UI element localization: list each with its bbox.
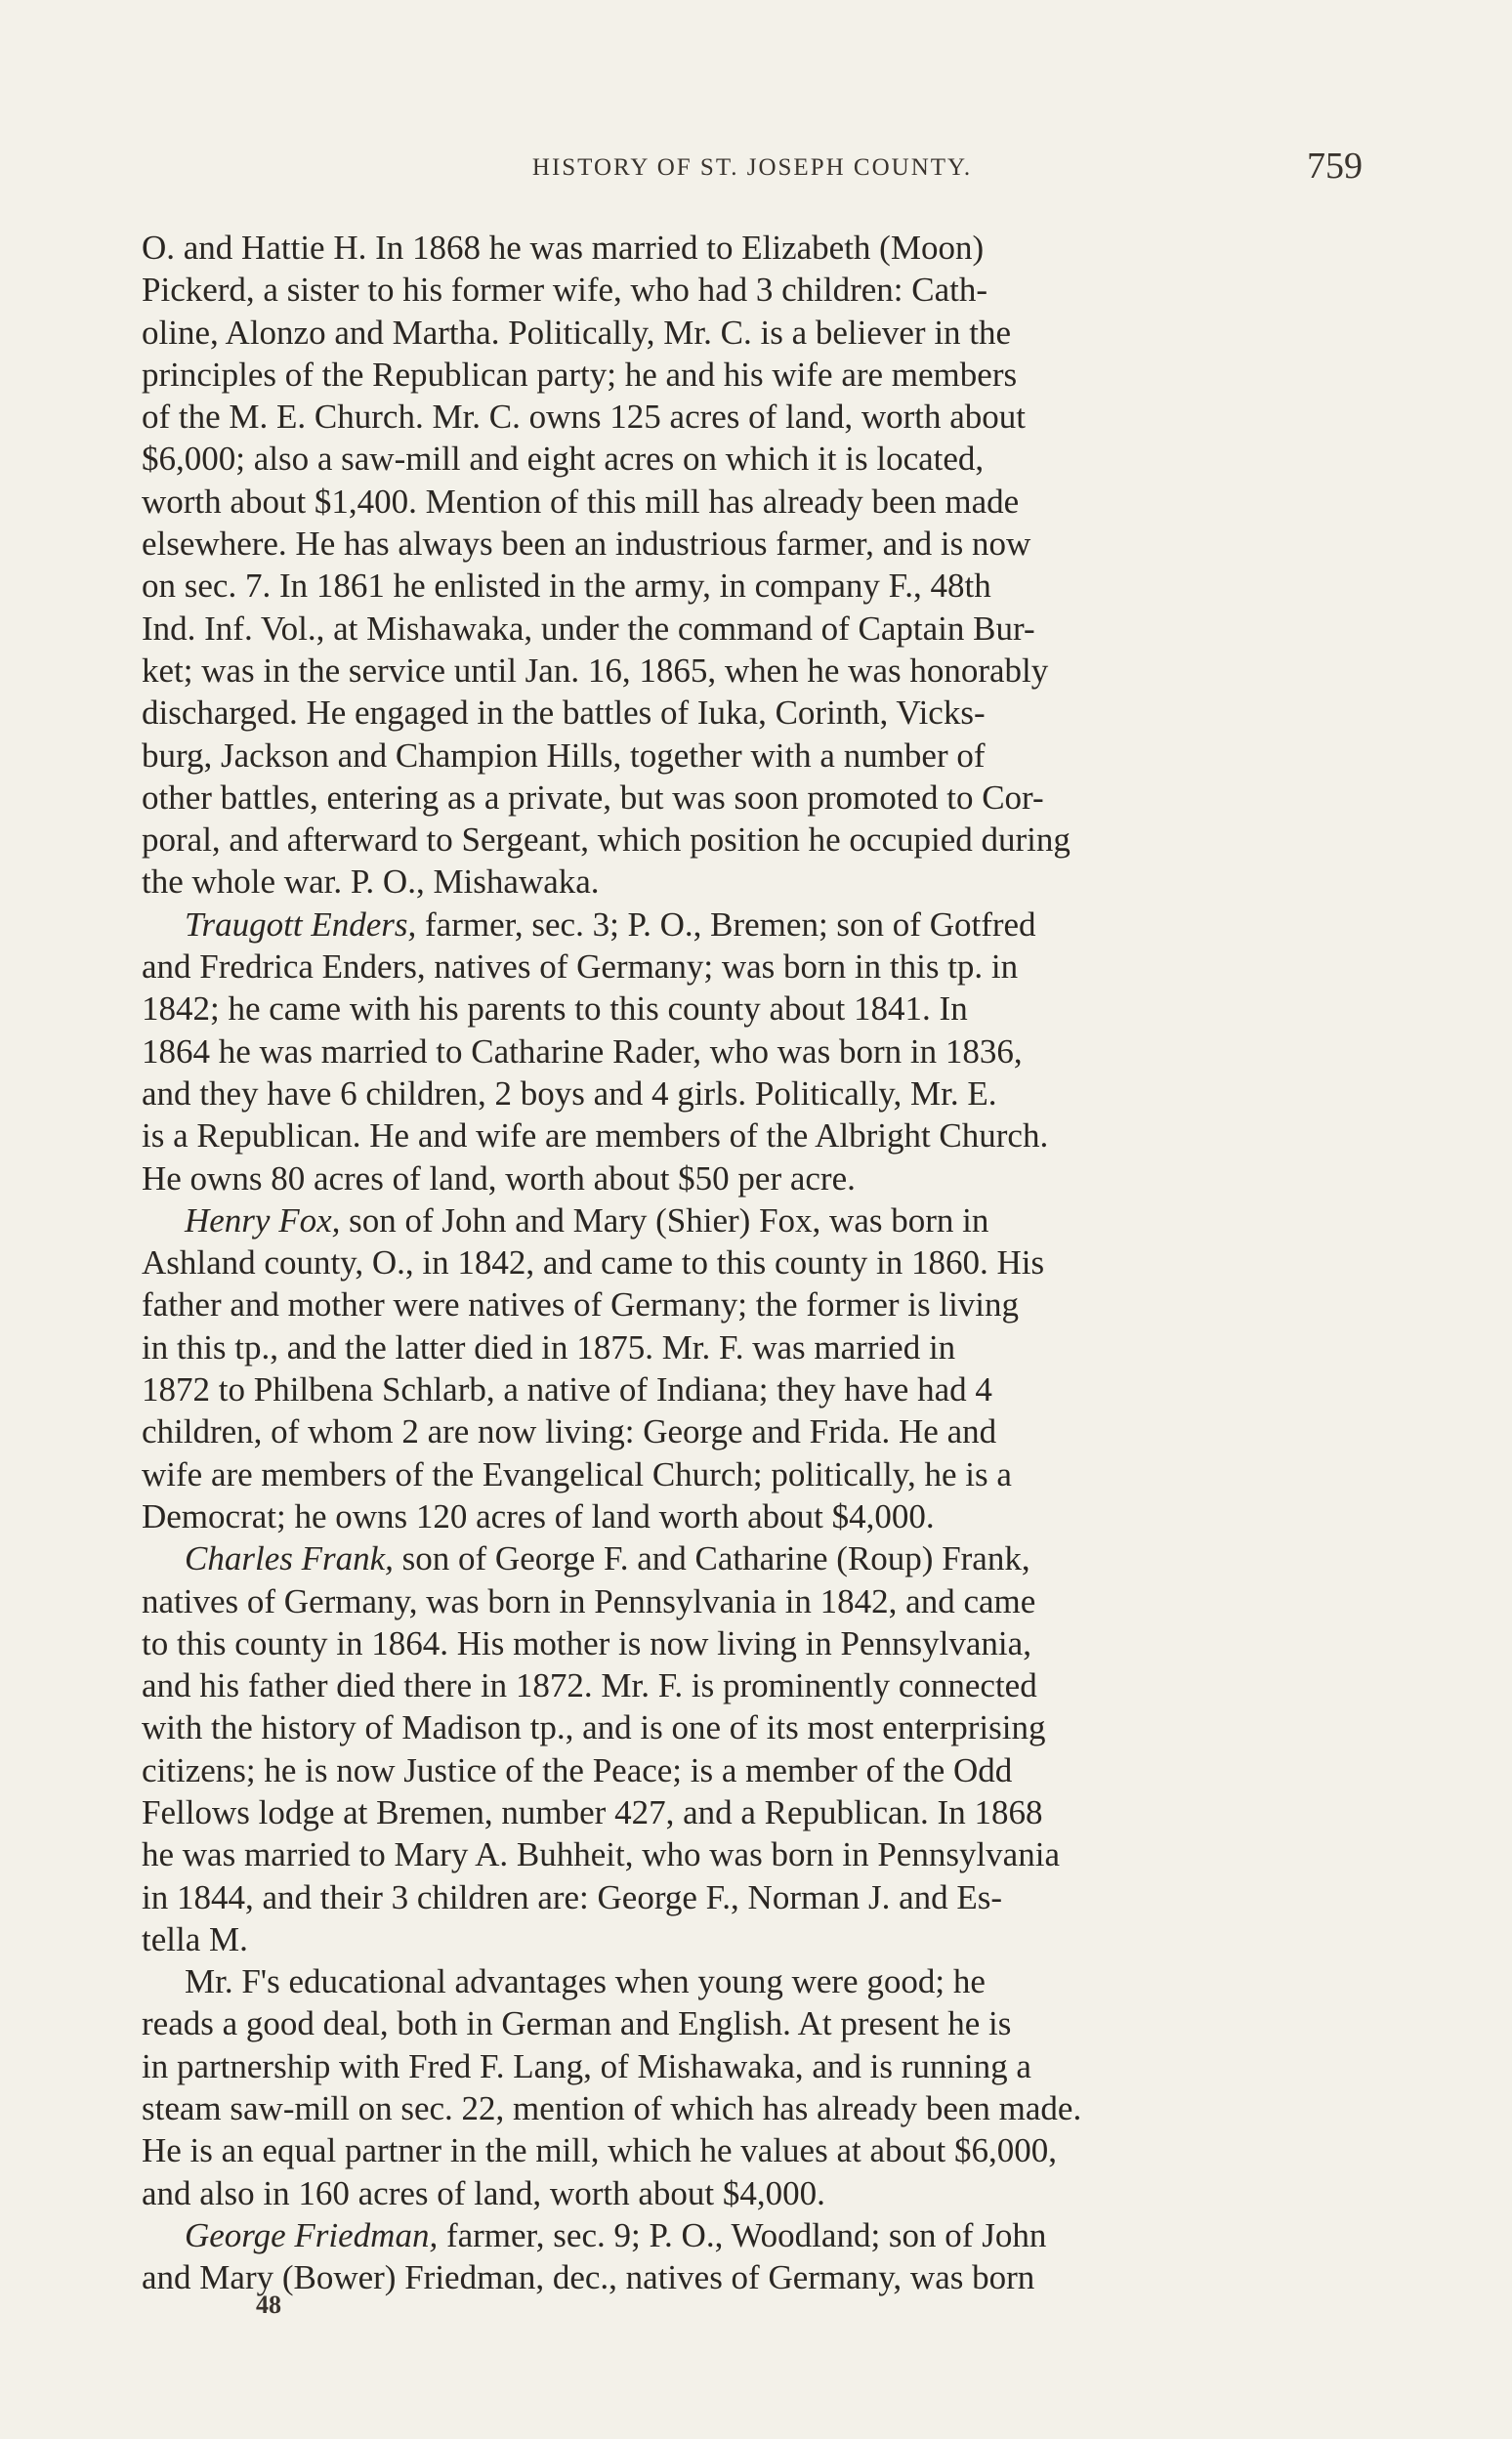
- text-line: [142, 861, 1363, 903]
- text-line: [142, 777, 1363, 819]
- line-text: Ashland county, O., in 1842, and came to this county in 1860. His: [142, 1243, 1045, 1283]
- text-line: [142, 269, 1363, 311]
- line-text: and his father died there in 1872. Mr. F. is prominently connected: [142, 1666, 1037, 1705]
- text-line: [142, 1580, 1363, 1622]
- line-text: son of John and Mary (Shier) Fox, was born in: [340, 1200, 989, 1240]
- text-line: [142, 988, 1363, 1030]
- text-line: [142, 2172, 1363, 2214]
- paragraph: [142, 904, 1363, 1199]
- paragraph: [142, 1960, 1363, 2214]
- text-line: [142, 227, 1363, 269]
- text-line: [142, 1453, 1363, 1495]
- line-text: Ind. Inf. Vol., at Mishawaka, under the command of Captain Bur-: [142, 609, 1035, 648]
- line-text: on sec. 7. In 1861 he enlisted in the army, in company F., 48th: [142, 567, 991, 606]
- text-line: [142, 312, 1363, 354]
- line-text: farmer, sec. 3; P. O., Bremen; son of Gotfred: [416, 904, 1036, 944]
- text-line: [142, 1410, 1363, 1452]
- text-line: [142, 2129, 1363, 2171]
- text-line: [142, 692, 1363, 734]
- line-text: other battles, entering as a private, but was soon promoted to Cor-: [142, 778, 1044, 817]
- text-line: [142, 1326, 1363, 1368]
- text-line: [142, 608, 1363, 650]
- text-line: [142, 1706, 1363, 1748]
- paragraph: [142, 1199, 1363, 1537]
- paragraph: [142, 1537, 1363, 1960]
- text-line: [142, 650, 1363, 692]
- text-line: [142, 1283, 1363, 1325]
- line-text: he was married to Mary A. Buhheit, who was born in Pennsylvania: [142, 1835, 1060, 1874]
- line-text: ket; was in the service until Jan. 16, 1865, when he was honorably: [142, 651, 1049, 690]
- line-text: farmer, sec. 9; P. O., Woodland; son of John: [438, 2215, 1047, 2254]
- body-text: [142, 227, 1363, 2299]
- line-text: and Fredrica Enders, natives of Germany; was born in this tp. in: [142, 947, 1019, 987]
- line-text: father and mother were natives of Germany; the former is living: [142, 1285, 1020, 1325]
- line-text: natives of Germany, was born in Pennsylvania in 1842, and came: [142, 1581, 1036, 1620]
- line-text: discharged. He engaged in the battles of Iuka, Corinth, Vicks-: [142, 694, 986, 733]
- line-text: elsewhere. He has always been an industrious farmer, and is now: [142, 525, 1031, 564]
- line-text: is a Republican. He and wife are members of the Albright Church.: [142, 1116, 1049, 1156]
- text-line: [142, 1030, 1363, 1072]
- line-text: citizens; he is now Justice of the Peace; is a member of the Odd: [142, 1750, 1013, 1789]
- line-text: tella M.: [142, 1919, 248, 1958]
- text-line: [142, 735, 1363, 777]
- line-text: Pickerd, a sister to his former wife, who had 3 children: Cath-: [142, 271, 988, 310]
- text-line: [142, 1622, 1363, 1664]
- text-line: [142, 1072, 1363, 1114]
- line-text: wife are members of the Evangelical Church; politically, he is a: [142, 1454, 1012, 1493]
- line-text: steam saw-mill on sec. 22, mention of which has already been made.: [142, 2089, 1082, 2128]
- text-line: [142, 565, 1363, 607]
- line-text: 1864 he was married to Catharine Rader, who was born in 1836,: [142, 1031, 1023, 1071]
- text-line: [142, 2214, 1363, 2256]
- text-line: [142, 354, 1363, 396]
- line-text: in 1844, and their 3 children are: George F., Norman J. and Es-: [142, 1877, 1003, 1916]
- text-line: [142, 1791, 1363, 1833]
- text-line: [142, 1157, 1363, 1199]
- line-text: reads a good deal, both in German and English. At present he is: [142, 2004, 1012, 2043]
- line-text: and they have 6 children, 2 boys and 4 girls. Politically, Mr. E.: [142, 1073, 997, 1113]
- text-line: [142, 1960, 1363, 2002]
- running-head: [142, 145, 1363, 193]
- text-line: [142, 1918, 1363, 1960]
- entry-name: Henry Fox,: [185, 1200, 341, 1240]
- running-title: HISTORY OF ST. JOSEPH COUNTY.: [531, 154, 973, 181]
- signature-mark: 48: [256, 2291, 281, 2319]
- text-line: [142, 1199, 1363, 1241]
- text-line: [142, 1368, 1363, 1410]
- text-line: [142, 2045, 1363, 2087]
- line-text: to this county in 1864. His mother is now living in Pennsylvania,: [142, 1623, 1031, 1662]
- line-text: oline, Alonzo and Martha. Politically, Mr. C. is a believer in the: [142, 313, 1012, 352]
- text-line: [142, 1537, 1363, 1579]
- line-text: O. and Hattie H. In 1868 he was married to Elizabeth (Moon): [142, 229, 985, 267]
- line-text: poral, and afterward to Sergeant, which position he occupied during: [142, 820, 1071, 860]
- text-line: [142, 2256, 1363, 2298]
- line-text: with the history of Madison tp., and is one of its most enterprising: [142, 1708, 1046, 1747]
- line-text: of the M. E. Church. Mr. C. owns 125 acres of land, worth about: [142, 398, 1026, 437]
- line-text: 1842; he came with his parents to this county about 1841. In: [142, 989, 968, 1029]
- text-line: [142, 481, 1363, 523]
- line-text: $6,000; also a saw-mill and eight acres on which it is located,: [142, 440, 985, 479]
- paragraph: [142, 2214, 1363, 2299]
- text-line: [142, 1664, 1363, 1706]
- text-line: [142, 1241, 1363, 1283]
- entry-name: George Friedman,: [185, 2215, 439, 2254]
- line-text: son of George F. and Catharine (Roup) Frank,: [393, 1539, 1030, 1578]
- text-line: [142, 1876, 1363, 1918]
- line-text: He is an equal partner in the mill, which he values at about $6,000,: [142, 2131, 1057, 2170]
- line-text: and Mary (Bower) Friedman, dec., natives of Germany, was born: [142, 2258, 1035, 2297]
- line-text: in partnership with Fred F. Lang, of Mishawaka, and is running a: [142, 2046, 1031, 2085]
- text-line: [142, 2002, 1363, 2044]
- line-text: Mr. F's educational advantages when young were good; he: [185, 1962, 986, 2001]
- text-line: [142, 438, 1363, 480]
- text-line: [142, 819, 1363, 861]
- line-text: He owns 80 acres of land, worth about $50 per acre.: [142, 1158, 856, 1198]
- text-line: [142, 1749, 1363, 1791]
- line-text: Democrat; he owns 120 acres of land worth about $4,000.: [142, 1496, 935, 1535]
- line-text: and also in 160 acres of land, worth about $4,000.: [142, 2173, 825, 2212]
- page-number: 759: [1307, 146, 1363, 187]
- text-line: [142, 1495, 1363, 1537]
- line-text: the whole war. P. O., Mishawaka.: [142, 862, 600, 902]
- line-text: in this tp., and the latter died in 1875. Mr. F. was married in: [142, 1327, 956, 1367]
- entry-name: Traugott Enders,: [185, 904, 417, 944]
- entry-name: Charles Frank,: [185, 1539, 394, 1578]
- paragraph: [142, 227, 1363, 904]
- text-line: [142, 2087, 1363, 2129]
- line-text: burg, Jackson and Champion Hills, together with a number of: [142, 736, 986, 775]
- line-text: children, of whom 2 are now living: George and Frida. He and: [142, 1412, 997, 1451]
- text-line: [142, 946, 1363, 988]
- line-text: principles of the Republican party; he and his wife are members: [142, 355, 1018, 394]
- text-line: [142, 396, 1363, 438]
- line-text: 1872 to Philbena Schlarb, a native of Indiana; they have had 4: [142, 1370, 992, 1409]
- text-line: [142, 1114, 1363, 1156]
- line-text: Fellows lodge at Bremen, number 427, and a Republican. In 1868: [142, 1792, 1043, 1831]
- text-line: [142, 523, 1363, 565]
- text-line: [142, 904, 1363, 946]
- line-text: worth about $1,400. Mention of this mill has already been made: [142, 482, 1020, 521]
- text-line: [142, 1833, 1363, 1875]
